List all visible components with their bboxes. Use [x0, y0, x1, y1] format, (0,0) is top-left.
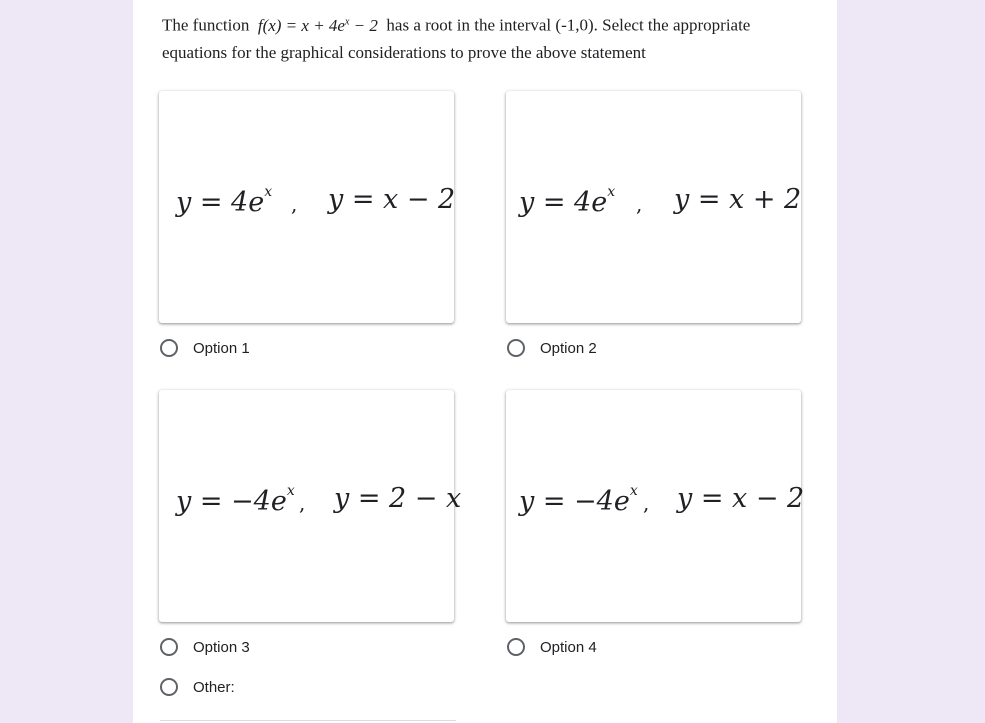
question-text [162, 8, 812, 66]
option-4-eq2: y = x − 2 [677, 483, 805, 514]
option-2-choice[interactable] [506, 336, 597, 360]
option-1-eq1-base: y = 4e [176, 187, 265, 218]
option-4-eq1-exp: x [629, 483, 638, 499]
option-2-image [506, 91, 801, 323]
option-4-comma: , [643, 491, 650, 515]
option-1-choice[interactable] [159, 336, 250, 360]
question-body: has a root in the interval (-1,0). Select the appropriate equations for the graphical considerations to prove the above statement [162, 15, 751, 62]
option-4-equation-1 [519, 483, 638, 517]
option-3-comma: , [299, 491, 306, 515]
option-1-label: Option 1 [193, 339, 250, 357]
option-2-eq1-exp: x [607, 184, 616, 200]
option-3-equation-2 [334, 483, 461, 514]
option-2-equation-2 [674, 184, 801, 215]
option-4-eq1-base: y = −4e [519, 486, 630, 517]
other-radio[interactable] [160, 678, 178, 696]
option-4-label: Option 4 [540, 638, 597, 656]
option-1-radio[interactable] [160, 339, 178, 357]
option-4-image [506, 390, 805, 622]
option-3-radio[interactable] [160, 638, 178, 656]
other-text-input[interactable] [160, 720, 456, 721]
option-3-label: Option 3 [193, 638, 250, 656]
option-4-choice[interactable] [506, 635, 597, 659]
option-3-choice[interactable] [159, 635, 250, 659]
option-3-eq2: y = 2 − x [334, 483, 462, 514]
option-2-label: Option 2 [540, 339, 597, 357]
option-1-equation-2 [328, 184, 455, 215]
question-prefix: The function [162, 15, 250, 35]
option-3-image [159, 390, 462, 622]
function-exponent: x [344, 16, 350, 27]
option-4-equation-2 [677, 483, 804, 514]
option-2-equation-1 [519, 184, 615, 218]
option-1-equation-1 [176, 184, 272, 218]
option-2-eq1-base: y = 4e [519, 187, 608, 218]
option-1-image [159, 91, 454, 323]
question-card [133, 0, 837, 723]
function-base: f(x) = x + 4e [257, 15, 345, 35]
option-1-comma: , [291, 192, 298, 216]
option-3-eq1-base: y = −4e [176, 486, 287, 517]
option-1-eq1-exp: x [264, 184, 273, 200]
function-expression [258, 16, 378, 35]
option-1-eq2: y = x − 2 [328, 184, 456, 215]
option-2-eq2: y = x + 2 [674, 184, 802, 215]
option-4-radio[interactable] [507, 638, 525, 656]
other-label: Other: [193, 678, 235, 696]
option-2-comma: , [636, 192, 643, 216]
option-3-eq1-exp: x [286, 483, 295, 499]
option-2-radio[interactable] [507, 339, 525, 357]
function-tail: − 2 [349, 15, 378, 35]
option-3-equation-1 [176, 483, 295, 517]
other-choice[interactable] [159, 675, 235, 699]
